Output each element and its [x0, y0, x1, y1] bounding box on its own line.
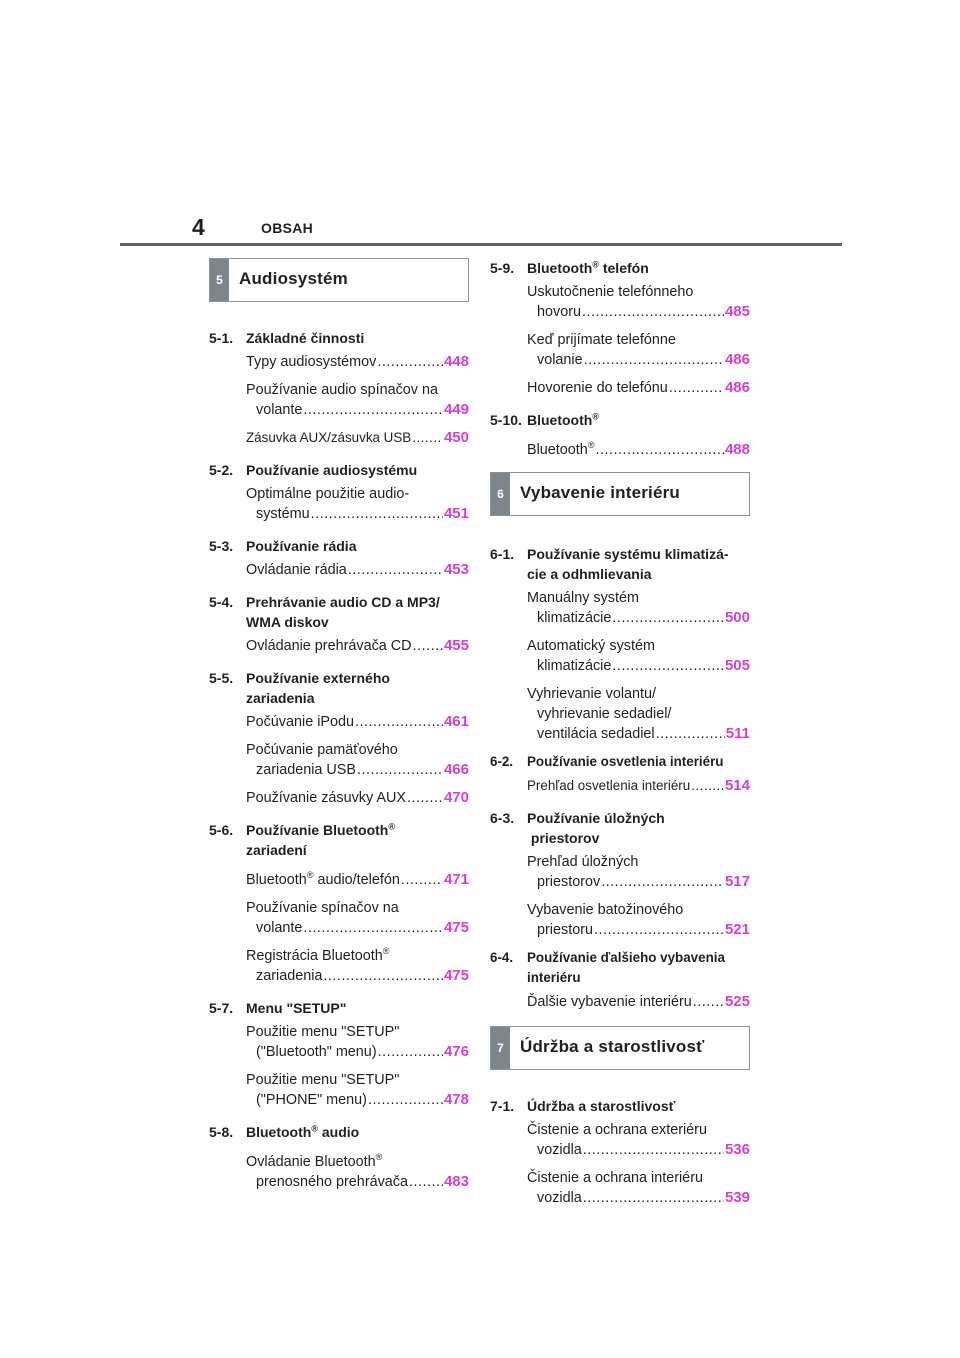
registered-mark: ®: [388, 821, 395, 832]
page-link[interactable]: 514: [724, 777, 750, 794]
leader-dots: [303, 918, 443, 938]
page-link[interactable]: 466: [443, 761, 469, 778]
page-link[interactable]: 470: [443, 789, 469, 806]
entry-text: Vybavenie batožinového: [527, 902, 684, 918]
leader-dots: [401, 870, 443, 890]
page-link[interactable]: 471: [443, 871, 469, 888]
toc-entry-475a[interactable]: [209, 898, 469, 938]
toc-entry-450[interactable]: [209, 428, 469, 448]
chapter-title: Používanie úložných: [527, 810, 665, 826]
section-6-box: [490, 472, 750, 516]
toc-entry-539[interactable]: [490, 1168, 750, 1208]
chapter-title: Používanie rádia: [246, 538, 357, 554]
section-7-box: [490, 1026, 750, 1070]
entry-text: Čistenie a ochrana interiéru: [527, 1170, 703, 1186]
leader-dots: [355, 712, 443, 732]
toc-entry-449[interactable]: [209, 380, 469, 420]
entry-text: Hovorenie do telefónu: [527, 380, 668, 396]
toc-entry-525[interactable]: [490, 992, 750, 1012]
page-link[interactable]: 517: [724, 873, 750, 890]
entry-text: Ovládanie Bluetooth: [246, 1154, 376, 1170]
page-link[interactable]: 488: [724, 441, 750, 458]
chapter-title: Používanie audiosystému: [246, 462, 418, 478]
header-title: OBSAH: [261, 220, 314, 236]
page-link[interactable]: 461: [443, 713, 469, 730]
chapter-6-4: [490, 948, 750, 988]
page-link[interactable]: 536: [724, 1141, 750, 1158]
chapter-5-2: [209, 460, 469, 480]
chapter-7-1: [490, 1096, 750, 1116]
chapter-number: 5-1.: [209, 330, 234, 346]
chapter-number: 5-7.: [209, 1000, 234, 1016]
entry-text-cont: ("PHONE" menu): [256, 1092, 367, 1108]
leader-dots: [323, 966, 443, 986]
section-6-title: Vybavenie interiéru: [520, 483, 681, 502]
entry-text-cont: volante: [256, 920, 303, 936]
leader-dots: [303, 400, 443, 420]
leader-dots: [582, 302, 724, 322]
entry-text-cont: vozidla: [537, 1190, 582, 1206]
chapter-number: 5-4.: [209, 594, 234, 610]
leader-dots: [368, 1090, 443, 1110]
chapter-6-3: [490, 808, 750, 848]
chapter-number: 5-2.: [209, 462, 234, 478]
leader-dots: [409, 1172, 443, 1192]
chapter-title: Používanie ďalšieho vybavenia: [527, 950, 725, 965]
leader-dots: [601, 872, 724, 892]
entry-text: Manuálny systém: [527, 590, 639, 606]
chapter-title: Menu "SETUP": [246, 1000, 347, 1016]
chapter-title-cont: interiéru: [527, 970, 581, 985]
section-5-tab: 5: [210, 259, 229, 301]
chapter-title: Používanie Bluetooth: [246, 822, 389, 838]
entry-text: Používanie audio spínačov na: [246, 382, 439, 398]
leader-dots: [348, 560, 443, 580]
leader-dots: [584, 350, 724, 370]
leader-dots: [612, 608, 724, 628]
chapter-number: 5-9.: [490, 260, 515, 276]
page-link[interactable]: 450: [443, 429, 469, 446]
chapter-number: 6-2.: [490, 754, 514, 769]
toc-entry-478[interactable]: [209, 1070, 469, 1110]
toc-entry-471[interactable]: [209, 870, 469, 890]
chapter-title: Bluetooth: [527, 412, 593, 428]
chapter-title: Používanie externého: [246, 670, 390, 686]
entry-text-cont: vyhrievanie sedadiel/: [537, 706, 672, 722]
entry-text: Optimálne použitie audio-: [246, 486, 410, 502]
entry-text-cont: klimatizácie: [537, 658, 612, 674]
chapter-title: Bluetooth: [246, 1124, 312, 1140]
entry-text: Registrácia Bluetooth: [246, 948, 383, 964]
entry-text: Čistenie a ochrana exteriéru: [527, 1122, 707, 1138]
chapter-number: 5-8.: [209, 1124, 234, 1140]
toc-entry-488[interactable]: [490, 440, 750, 460]
entry-text-cont: systému: [256, 506, 310, 522]
chapter-title: Používanie osvetlenia interiéru: [527, 754, 724, 769]
section-7-tab: 7: [491, 1027, 510, 1069]
chapter-title-cont: audio: [317, 1124, 360, 1140]
leader-dots: [691, 776, 724, 796]
page-number: 4: [192, 214, 205, 240]
chapter-number: 6-1.: [490, 546, 515, 562]
entry-text: Uskutočnenie telefónneho: [527, 284, 694, 300]
leader-dots: [378, 1042, 443, 1062]
entry-text: Vyhrievanie volantu/: [527, 686, 657, 702]
toc-entry-536[interactable]: [490, 1120, 750, 1160]
chapter-title-cont: cie a odhmlievania: [527, 566, 652, 582]
toc-entry-448[interactable]: [209, 352, 469, 372]
entry-text-cont: audio/telefón: [313, 872, 400, 888]
page-link[interactable]: 539: [724, 1189, 750, 1206]
leader-dots: [357, 760, 443, 780]
entry-text-cont: volante: [256, 402, 303, 418]
chapter-number: 5-10.: [490, 412, 522, 428]
page-link[interactable]: 521: [724, 921, 750, 938]
page-link[interactable]: 475: [443, 967, 469, 984]
registered-mark: ®: [587, 440, 595, 451]
leader-dots: [377, 352, 443, 372]
chapter-title: Bluetooth: [527, 260, 593, 276]
entry-text-cont: priestorov: [537, 874, 601, 890]
chapter-5-9: [490, 258, 750, 278]
entry-text-cont: hovoru: [537, 304, 582, 320]
toc-entry-461[interactable]: [209, 712, 469, 732]
chapter-number: 5-3.: [209, 538, 234, 554]
entry-text: Používanie spínačov na: [246, 900, 399, 916]
chapter-number: 6-4.: [490, 950, 514, 965]
leader-dots: [595, 440, 724, 460]
chapter-title: Prehrávanie audio CD a MP3/: [246, 594, 440, 610]
page-link[interactable]: 505: [724, 657, 750, 674]
page-link[interactable]: 483: [443, 1173, 469, 1190]
toc-entry-511[interactable]: [490, 684, 750, 744]
toc-entry-486b[interactable]: [490, 378, 750, 398]
entry-text-cont: priestoru: [537, 922, 593, 938]
leader-dots: [413, 636, 443, 656]
entry-text: Ovládanie rádia: [246, 562, 347, 578]
entry-text-cont: ventilácia sedadiel: [537, 726, 655, 742]
chapter-title: Údržba a starostlivosť: [527, 1098, 676, 1114]
chapter-5-1: [209, 328, 469, 348]
leader-dots: [311, 504, 443, 524]
entry-text-cont: vozidla: [537, 1142, 582, 1158]
chapter-title-cont: priestorov: [530, 830, 600, 846]
chapter-5-7: [209, 998, 469, 1018]
page-link[interactable]: 486: [724, 379, 750, 396]
registered-mark: ®: [592, 411, 599, 422]
entry-text: Použitie menu "SETUP": [246, 1024, 400, 1040]
entry-text: Počúvanie pamäťového: [246, 742, 398, 758]
toc-column-right: [490, 258, 750, 1210]
page-link[interactable]: 485: [724, 303, 750, 320]
chapter-title-cont: zariadení: [246, 842, 307, 858]
entry-text-cont: klimatizácie: [537, 610, 612, 626]
toc-entry-521[interactable]: [490, 900, 750, 940]
entry-text: Typy audiosystémov: [246, 354, 377, 370]
chapter-5-6: [209, 820, 469, 860]
section-7-title: Údržba a starostlivosť: [520, 1037, 705, 1056]
page-link[interactable]: 449: [443, 401, 469, 418]
entry-text-cont: zariadenia: [256, 968, 323, 984]
registered-mark: ®: [311, 1123, 318, 1134]
toc-entry-517[interactable]: [490, 852, 750, 892]
page-link[interactable]: 478: [443, 1091, 469, 1108]
section-6-tab: 6: [491, 473, 510, 515]
chapter-5-5: [209, 668, 469, 708]
chapter-5-3: [209, 536, 469, 556]
toc-entry-451[interactable]: [209, 484, 469, 524]
leader-dots: [407, 788, 443, 808]
page-link[interactable]: 476: [443, 1043, 469, 1060]
leader-dots: [583, 1188, 724, 1208]
page-link[interactable]: 500: [724, 609, 750, 626]
entry-text: Bluetooth: [527, 442, 588, 458]
page-link[interactable]: 486: [724, 351, 750, 368]
toc-entry-475b[interactable]: [209, 946, 469, 986]
leader-dots: [412, 428, 443, 448]
entry-text: Ďalšie vybavenie interiéru: [527, 994, 692, 1010]
toc-entry-483[interactable]: [209, 1152, 469, 1192]
chapter-number: 7-1.: [490, 1098, 515, 1114]
chapter-5-10: [490, 410, 750, 430]
chapter-number: 5-5.: [209, 670, 234, 686]
page-link[interactable]: 455: [443, 637, 469, 654]
chapter-title-cont: WMA diskov: [246, 614, 329, 630]
registered-mark: ®: [382, 946, 390, 957]
entry-text: Ovládanie prehrávača CD: [246, 638, 412, 654]
entry-text-cont: ("Bluetooth" menu): [256, 1044, 377, 1060]
entry-text: Prehľad osvetlenia interiéru: [527, 778, 691, 793]
toc-entry-514[interactable]: [490, 776, 750, 796]
page-link[interactable]: 448: [443, 353, 469, 370]
chapter-title: Základné činnosti: [246, 330, 365, 346]
page-header: [120, 214, 842, 246]
entry-text: Používanie zásuvky AUX: [246, 790, 406, 806]
toc-entry-500[interactable]: [490, 588, 750, 628]
entry-text: Počúvanie iPodu: [246, 714, 355, 730]
toc-entry-466[interactable]: [209, 740, 469, 780]
chapter-5-4: [209, 592, 469, 632]
entry-text: Automatický systém: [527, 638, 655, 654]
registered-mark: ®: [375, 1152, 383, 1163]
toc-entry-455[interactable]: [209, 636, 469, 656]
leader-dots: [693, 992, 724, 1012]
page-link[interactable]: 525: [724, 993, 750, 1010]
chapter-title-cont: zariadenia: [246, 690, 315, 706]
header-rule: [120, 243, 842, 246]
entry-text-cont: zariadenia USB: [256, 762, 356, 778]
entry-text: Keď prijímate telefónne: [527, 332, 676, 348]
entry-text-cont: prenosného prehrávača: [256, 1174, 409, 1190]
entry-text: Zásuvka AUX/zásuvka USB: [246, 430, 412, 445]
leader-dots: [656, 724, 725, 744]
registered-mark: ®: [306, 870, 314, 881]
chapter-number: 5-6.: [209, 822, 234, 838]
entry-text-cont: volanie: [537, 352, 583, 368]
toc-entry-486a[interactable]: [490, 330, 750, 370]
entry-text: Bluetooth: [246, 872, 307, 888]
leader-dots: [612, 656, 724, 676]
toc-entry-470[interactable]: [209, 788, 469, 808]
leader-dots: [669, 378, 724, 398]
page-link[interactable]: 453: [443, 561, 469, 578]
entry-text: Prehľad úložných: [527, 854, 639, 870]
page-link[interactable]: 451: [443, 505, 469, 522]
entry-text: Použitie menu "SETUP": [246, 1072, 400, 1088]
chapter-title: Používanie systému klimatizá-: [527, 546, 729, 562]
section-5-title: Audiosystém: [239, 269, 348, 288]
chapter-6-2: [490, 752, 750, 772]
section-5-box: [209, 258, 469, 302]
chapter-6-1: [490, 544, 750, 584]
toc-entry-476[interactable]: [209, 1022, 469, 1062]
page-link[interactable]: 475: [443, 919, 469, 936]
page-link[interactable]: 511: [725, 725, 750, 742]
toc-column-left: [209, 258, 469, 1194]
chapter-5-8: [209, 1122, 469, 1142]
leader-dots: [594, 920, 724, 940]
toc-entry-485[interactable]: [490, 282, 750, 322]
chapter-title-cont: telefón: [598, 260, 649, 276]
toc-entry-453[interactable]: [209, 560, 469, 580]
toc-entry-505[interactable]: [490, 636, 750, 676]
leader-dots: [583, 1140, 724, 1160]
registered-mark: ®: [592, 259, 599, 270]
chapter-number: 6-3.: [490, 810, 515, 826]
